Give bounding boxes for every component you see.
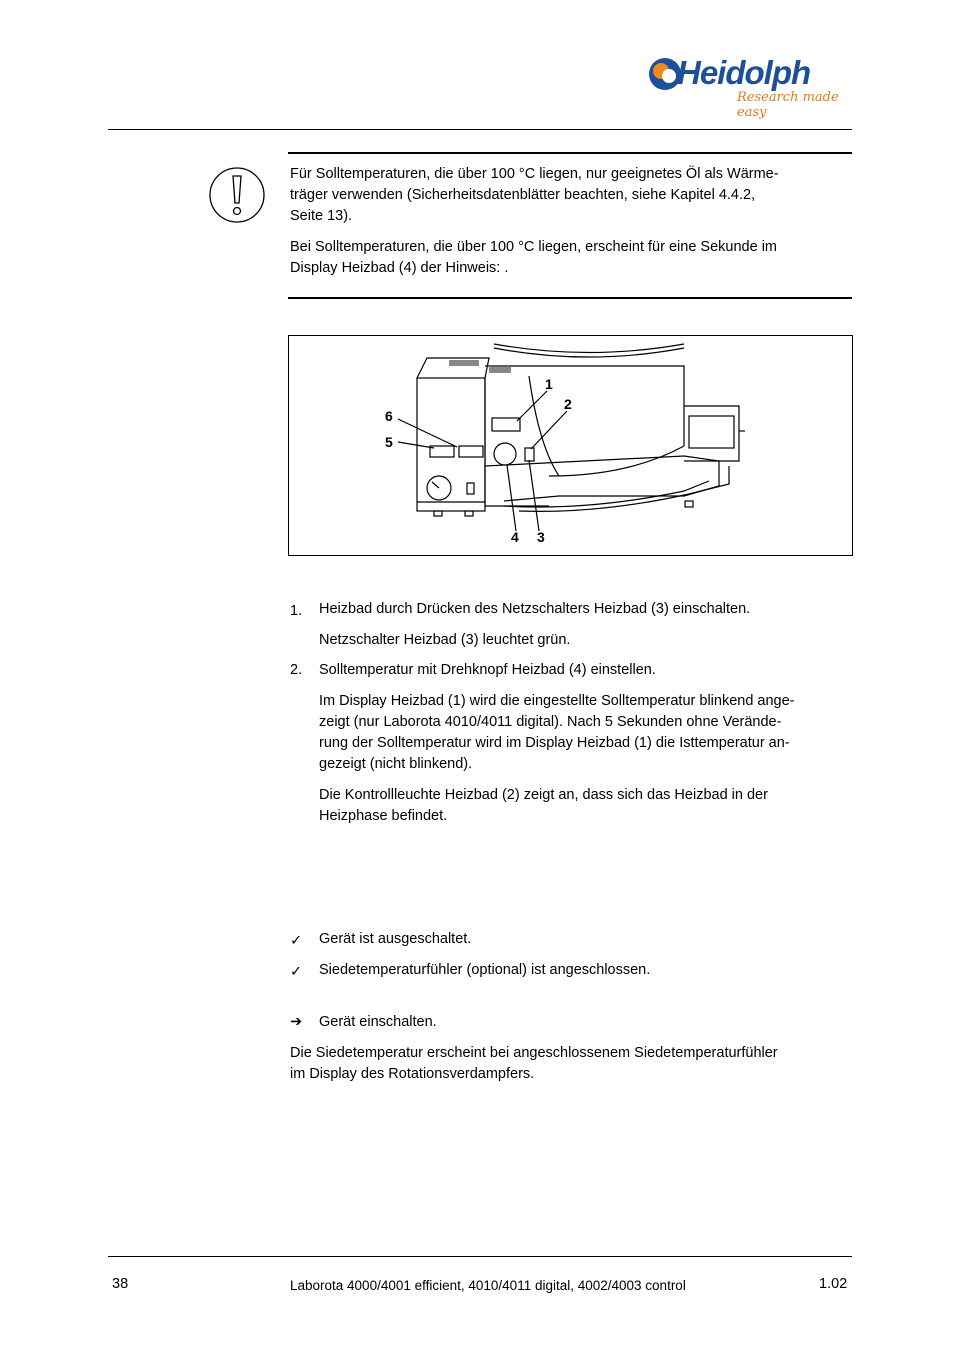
logo-wordmark: Heidolph	[677, 54, 811, 91]
figure-label-5: 5	[385, 434, 393, 450]
check-icon: ✓	[290, 933, 303, 949]
arrow-right-icon: ➔	[290, 1014, 303, 1030]
check-icon: ✓	[290, 964, 303, 980]
figure-label-1: 1	[545, 376, 553, 392]
exclamation-icon	[208, 166, 266, 224]
logo	[645, 52, 855, 120]
action-text: Gerät einschalten.	[319, 1014, 437, 1030]
step-2-note1-line4: gezeigt (nicht blinkend).	[319, 756, 473, 772]
step-2-note2-line1: Die Kontrollleuchte Heizbad (2) zeigt an, dass sich das Heizbad in der	[319, 787, 768, 803]
step-1-text: Heizbad durch Drücken des Netzschalters Heizbad (3) einschalten.	[319, 601, 751, 617]
figure-label-2: 2	[564, 396, 572, 412]
figure-label-4: 4	[511, 529, 519, 545]
notice-para2-line1: Bei Solltemperaturen, die über 100 °C liegen, erscheint für eine Sekunde im	[290, 239, 777, 255]
step-2-note1-line1: Im Display Heizbad (1) wird die eingestellte Solltemperatur blinkend ange-	[319, 693, 795, 709]
notice-para1-line1: Für Solltemperaturen, die über 100 °C liegen, nur geeignetes Öl als Wärme-	[290, 166, 779, 182]
heating-bath-illustration	[289, 336, 851, 554]
figure-label-6: 6	[385, 408, 393, 424]
result-line-2: im Display des Rotationsverdampfers.	[290, 1066, 535, 1082]
step-1-note: Netzschalter Heizbad (3) leuchtet grün.	[319, 632, 571, 648]
figure-label-3: 3	[537, 529, 545, 545]
prerequisite-item-1: Gerät ist ausgeschaltet.	[319, 931, 472, 947]
notice-para1-line2: träger verwenden (Sicherheitsdatenblätter beachten, siehe Kapitel 4.4.2,	[290, 187, 756, 203]
step-2-note2-line2: Heizphase befindet.	[319, 808, 448, 824]
notice-top-rule	[288, 152, 852, 154]
header-rule	[108, 129, 852, 130]
footer-rule	[108, 1256, 852, 1257]
step-1-number: 1.	[290, 603, 303, 619]
footer-title: Laborota 4000/4001 efficient, 4010/4011 digital, 4002/4003 control	[290, 1278, 686, 1293]
notice-bottom-rule	[288, 297, 852, 299]
notice-para2-line2: Display Heizbad (4) der Hinweis: .	[290, 260, 509, 276]
prerequisite-item-2: Siedetemperaturfühler (optional) ist angeschlossen.	[319, 962, 651, 978]
step-2-note1-line3: rung der Solltemperatur wird im Display Heizbad (1) die Isttemperatur an-	[319, 735, 790, 751]
step-2-text: Solltemperatur mit Drehknopf Heizbad (4) einstellen.	[319, 662, 656, 678]
step-2-number: 2.	[290, 662, 303, 678]
footer-version: 1.02	[819, 1276, 848, 1292]
step-2-note1-line2: zeigt (nur Laborota 4010/4011 digital). Nach 5 Sekunden ohne Verände-	[319, 714, 782, 730]
result-line-1: Die Siedetemperatur erscheint bei angeschlossenem Siedetemperaturfühler	[290, 1045, 778, 1061]
notice-para1-line3: Seite 13).	[290, 208, 353, 224]
logo-tagline: Research made easy	[737, 90, 839, 120]
page-number: 38	[112, 1276, 129, 1292]
